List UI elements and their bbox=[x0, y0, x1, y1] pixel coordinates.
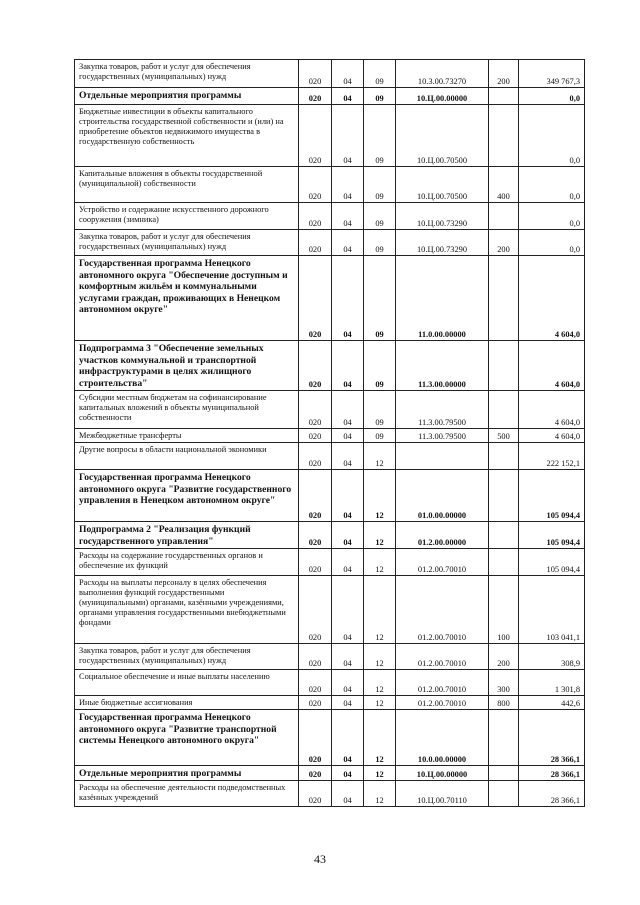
cell-ved: 020 bbox=[299, 203, 332, 230]
cell-vr: 300 bbox=[489, 670, 519, 696]
cell-pr: 12 bbox=[364, 549, 396, 576]
cell-ved: 020 bbox=[299, 549, 332, 576]
cell-sum: 349 767,3 bbox=[519, 60, 585, 88]
cell-csr: 11.0.00.00000 bbox=[396, 256, 489, 341]
cell-pr: 12 bbox=[364, 576, 396, 644]
cell-pr: 12 bbox=[364, 696, 396, 710]
cell-sum: 105 094,4 bbox=[519, 549, 585, 576]
cell-pr: 12 bbox=[364, 710, 396, 766]
table-row bbox=[75, 696, 585, 710]
cell-sum: 28 366,1 bbox=[519, 781, 585, 807]
cell-ved: 020 bbox=[299, 696, 332, 710]
cell-rz: 04 bbox=[332, 391, 364, 429]
cell-name: Иные бюджетные ассигнования bbox=[75, 696, 299, 710]
cell-sum: 28 366,1 bbox=[519, 710, 585, 766]
cell-ved: 020 bbox=[299, 522, 332, 549]
cell-ved: 020 bbox=[299, 670, 332, 696]
table-row bbox=[75, 341, 585, 391]
cell-pr: 12 bbox=[364, 644, 396, 670]
cell-rz: 04 bbox=[332, 696, 364, 710]
cell-pr: 12 bbox=[364, 670, 396, 696]
cell-ved: 020 bbox=[299, 781, 332, 807]
cell-sum: 103 041,1 bbox=[519, 576, 585, 644]
cell-csr: 01.2.00.70010 bbox=[396, 549, 489, 576]
cell-name: Отдельные мероприятия программы bbox=[75, 88, 299, 105]
cell-sum: 0,0 bbox=[519, 203, 585, 230]
table-row bbox=[75, 88, 585, 105]
cell-vr bbox=[489, 766, 519, 781]
cell-ved: 020 bbox=[299, 256, 332, 341]
cell-vr bbox=[489, 470, 519, 522]
cell-name: Другие вопросы в области национальной экономики bbox=[75, 443, 299, 470]
cell-pr: 12 bbox=[364, 470, 396, 522]
table-row bbox=[75, 429, 585, 443]
cell-name: Расходы на содержание государственных органов и обеспечение их функций bbox=[75, 549, 299, 576]
cell-vr bbox=[489, 522, 519, 549]
cell-sum: 0,0 bbox=[519, 230, 585, 256]
cell-vr: 800 bbox=[489, 696, 519, 710]
cell-csr: 10.Ц.00.73290 bbox=[396, 203, 489, 230]
cell-csr: 01.2.00.70010 bbox=[396, 670, 489, 696]
cell-ved: 020 bbox=[299, 60, 332, 88]
cell-ved: 020 bbox=[299, 443, 332, 470]
table-row bbox=[75, 470, 585, 522]
cell-pr: 09 bbox=[364, 167, 396, 203]
cell-rz: 04 bbox=[332, 341, 364, 391]
cell-csr: 01.2.00.00000 bbox=[396, 522, 489, 549]
cell-name: Государственная программа Ненецкого автономного округа "Обеспечение доступным и комфортным жильём и коммунальными услугами граждан, проживающих в Ненецком автономном округе" bbox=[75, 256, 299, 341]
cell-vr bbox=[489, 105, 519, 167]
cell-vr bbox=[489, 443, 519, 470]
cell-sum: 0,0 bbox=[519, 105, 585, 167]
cell-rz: 04 bbox=[332, 781, 364, 807]
cell-csr: 10.Ц.00.70500 bbox=[396, 105, 489, 167]
cell-sum: 442,6 bbox=[519, 696, 585, 710]
cell-name: Государственная программа Ненецкого автономного округа "Развитие транспортной системы Ненецкого автономного округа" bbox=[75, 710, 299, 766]
cell-csr: 10.Ц.00.00000 bbox=[396, 766, 489, 781]
cell-ved: 020 bbox=[299, 429, 332, 443]
cell-vr: 200 bbox=[489, 644, 519, 670]
cell-pr: 09 bbox=[364, 60, 396, 88]
cell-name: Расходы на обеспечение деятельности подведомственных казённых учреждений bbox=[75, 781, 299, 807]
cell-csr: 01.2.00.70010 bbox=[396, 644, 489, 670]
table-row bbox=[75, 576, 585, 644]
cell-csr: 01.2.00.70010 bbox=[396, 696, 489, 710]
cell-csr: 10.Ц.00.73290 bbox=[396, 230, 489, 256]
cell-name: Закупка товаров, работ и услуг для обеспечения государственных (муниципальных) нужд bbox=[75, 230, 299, 256]
cell-ved: 020 bbox=[299, 230, 332, 256]
cell-csr: 10.Ц.00.00000 bbox=[396, 88, 489, 105]
cell-csr: 11.3.00.00000 bbox=[396, 341, 489, 391]
cell-rz: 04 bbox=[332, 105, 364, 167]
table-row bbox=[75, 549, 585, 576]
table-row bbox=[75, 766, 585, 781]
cell-pr: 12 bbox=[364, 443, 396, 470]
cell-pr: 09 bbox=[364, 341, 396, 391]
cell-name: Государственная программа Ненецкого автономного округа "Развитие государственного управления в Ненецком автономном округе" bbox=[75, 470, 299, 522]
cell-name: Расходы на выплаты персоналу в целях обеспечения выполнения функций государственными (муниципальными) органами, казёнными учреждениями, органами управления государственными внебюджетными фондами bbox=[75, 576, 299, 644]
cell-sum: 0,0 bbox=[519, 167, 585, 203]
cell-pr: 12 bbox=[364, 766, 396, 781]
budget-table bbox=[74, 59, 585, 807]
table-row bbox=[75, 443, 585, 470]
cell-vr: 400 bbox=[489, 167, 519, 203]
cell-rz: 04 bbox=[332, 644, 364, 670]
cell-ved: 020 bbox=[299, 470, 332, 522]
cell-pr: 09 bbox=[364, 256, 396, 341]
page-number: 43 bbox=[314, 852, 326, 866]
cell-rz: 04 bbox=[332, 429, 364, 443]
cell-ved: 020 bbox=[299, 644, 332, 670]
table-row bbox=[75, 522, 585, 549]
cell-sum: 222 152,1 bbox=[519, 443, 585, 470]
cell-csr bbox=[396, 443, 489, 470]
cell-sum: 4 604,0 bbox=[519, 341, 585, 391]
cell-sum: 105 094,4 bbox=[519, 470, 585, 522]
cell-csr: 01.0.00.00000 bbox=[396, 470, 489, 522]
cell-sum: 105 094,4 bbox=[519, 522, 585, 549]
cell-name: Социальное обеспечение и иные выплаты населению bbox=[75, 670, 299, 696]
cell-vr bbox=[489, 88, 519, 105]
cell-pr: 09 bbox=[364, 230, 396, 256]
cell-vr bbox=[489, 710, 519, 766]
cell-name: Закупка товаров, работ и услуг для обеспечения государственных (муниципальных) нужд bbox=[75, 644, 299, 670]
cell-rz: 04 bbox=[332, 576, 364, 644]
table-row bbox=[75, 256, 585, 341]
cell-ved: 020 bbox=[299, 391, 332, 429]
table-row bbox=[75, 710, 585, 766]
cell-rz: 04 bbox=[332, 88, 364, 105]
cell-rz: 04 bbox=[332, 710, 364, 766]
cell-sum: 28 366,1 bbox=[519, 766, 585, 781]
cell-ved: 020 bbox=[299, 167, 332, 203]
cell-csr: 11.3.00.79500 bbox=[396, 429, 489, 443]
cell-rz: 04 bbox=[332, 256, 364, 341]
table-row bbox=[75, 105, 585, 167]
cell-rz: 04 bbox=[332, 549, 364, 576]
cell-vr bbox=[489, 341, 519, 391]
cell-name: Субсидии местным бюджетам на софинансирование капитальных вложений в объекты муниципальной собственности bbox=[75, 391, 299, 429]
cell-ved: 020 bbox=[299, 88, 332, 105]
cell-csr: 11.3.00.79500 bbox=[396, 391, 489, 429]
cell-rz: 04 bbox=[332, 670, 364, 696]
cell-vr: 200 bbox=[489, 230, 519, 256]
cell-vr bbox=[489, 391, 519, 429]
cell-ved: 020 bbox=[299, 766, 332, 781]
cell-name: Устройство и содержание искусственного дорожного сооружения (зимника) bbox=[75, 203, 299, 230]
cell-ved: 020 bbox=[299, 710, 332, 766]
cell-rz: 04 bbox=[332, 167, 364, 203]
cell-rz: 04 bbox=[332, 443, 364, 470]
cell-vr: 100 bbox=[489, 576, 519, 644]
table-row bbox=[75, 230, 585, 256]
cell-sum: 1 301,8 bbox=[519, 670, 585, 696]
cell-rz: 04 bbox=[332, 203, 364, 230]
cell-csr: 10.3.00.73270 bbox=[396, 60, 489, 88]
table-row bbox=[75, 391, 585, 429]
cell-vr bbox=[489, 203, 519, 230]
table-row bbox=[75, 167, 585, 203]
cell-pr: 09 bbox=[364, 391, 396, 429]
cell-vr bbox=[489, 549, 519, 576]
cell-rz: 04 bbox=[332, 522, 364, 549]
cell-ved: 020 bbox=[299, 341, 332, 391]
cell-pr: 12 bbox=[364, 781, 396, 807]
cell-ved: 020 bbox=[299, 576, 332, 644]
cell-rz: 04 bbox=[332, 766, 364, 781]
cell-csr: 10.Ц.00.70500 bbox=[396, 167, 489, 203]
cell-pr: 12 bbox=[364, 522, 396, 549]
cell-sum: 308,9 bbox=[519, 644, 585, 670]
cell-sum: 4 604,0 bbox=[519, 391, 585, 429]
cell-rz: 04 bbox=[332, 470, 364, 522]
table-row bbox=[75, 203, 585, 230]
table-row bbox=[75, 781, 585, 807]
cell-vr: 200 bbox=[489, 60, 519, 88]
cell-name: Капитальные вложения в объекты государственной (муниципальной) собственности bbox=[75, 167, 299, 203]
cell-pr: 09 bbox=[364, 203, 396, 230]
cell-pr: 09 bbox=[364, 429, 396, 443]
cell-pr: 09 bbox=[364, 105, 396, 167]
cell-name: Подпрограмма 3 "Обеспечение земельных участков коммунальной и транспортной инфраструктурами в целях жилищного строительства" bbox=[75, 341, 299, 391]
cell-name: Закупка товаров, работ и услуг для обеспечения государственных (муниципальных) нужд bbox=[75, 60, 299, 88]
cell-name: Отдельные мероприятия программы bbox=[75, 766, 299, 781]
cell-sum: 0,0 bbox=[519, 88, 585, 105]
cell-vr: 500 bbox=[489, 429, 519, 443]
cell-name: Бюджетные инвестиции в объекты капитального строительства государственной собственности и (или) на приобретение объектов недвижимого имущества в государственную собственность bbox=[75, 105, 299, 167]
cell-rz: 04 bbox=[332, 230, 364, 256]
cell-csr: 10.Ц.00.70110 bbox=[396, 781, 489, 807]
cell-name: Подпрограмма 2 "Реализация функций государственного управления" bbox=[75, 522, 299, 549]
table-row bbox=[75, 670, 585, 696]
cell-vr bbox=[489, 781, 519, 807]
table-row bbox=[75, 644, 585, 670]
cell-rz: 04 bbox=[332, 60, 364, 88]
cell-csr: 10.0.00.00000 bbox=[396, 710, 489, 766]
cell-name: Межбюджетные трансферты bbox=[75, 429, 299, 443]
cell-pr: 09 bbox=[364, 88, 396, 105]
cell-vr bbox=[489, 256, 519, 341]
table-row bbox=[75, 60, 585, 88]
cell-sum: 4 604,0 bbox=[519, 256, 585, 341]
cell-sum: 4 604,0 bbox=[519, 429, 585, 443]
cell-ved: 020 bbox=[299, 105, 332, 167]
cell-csr: 01.2.00.70010 bbox=[396, 576, 489, 644]
